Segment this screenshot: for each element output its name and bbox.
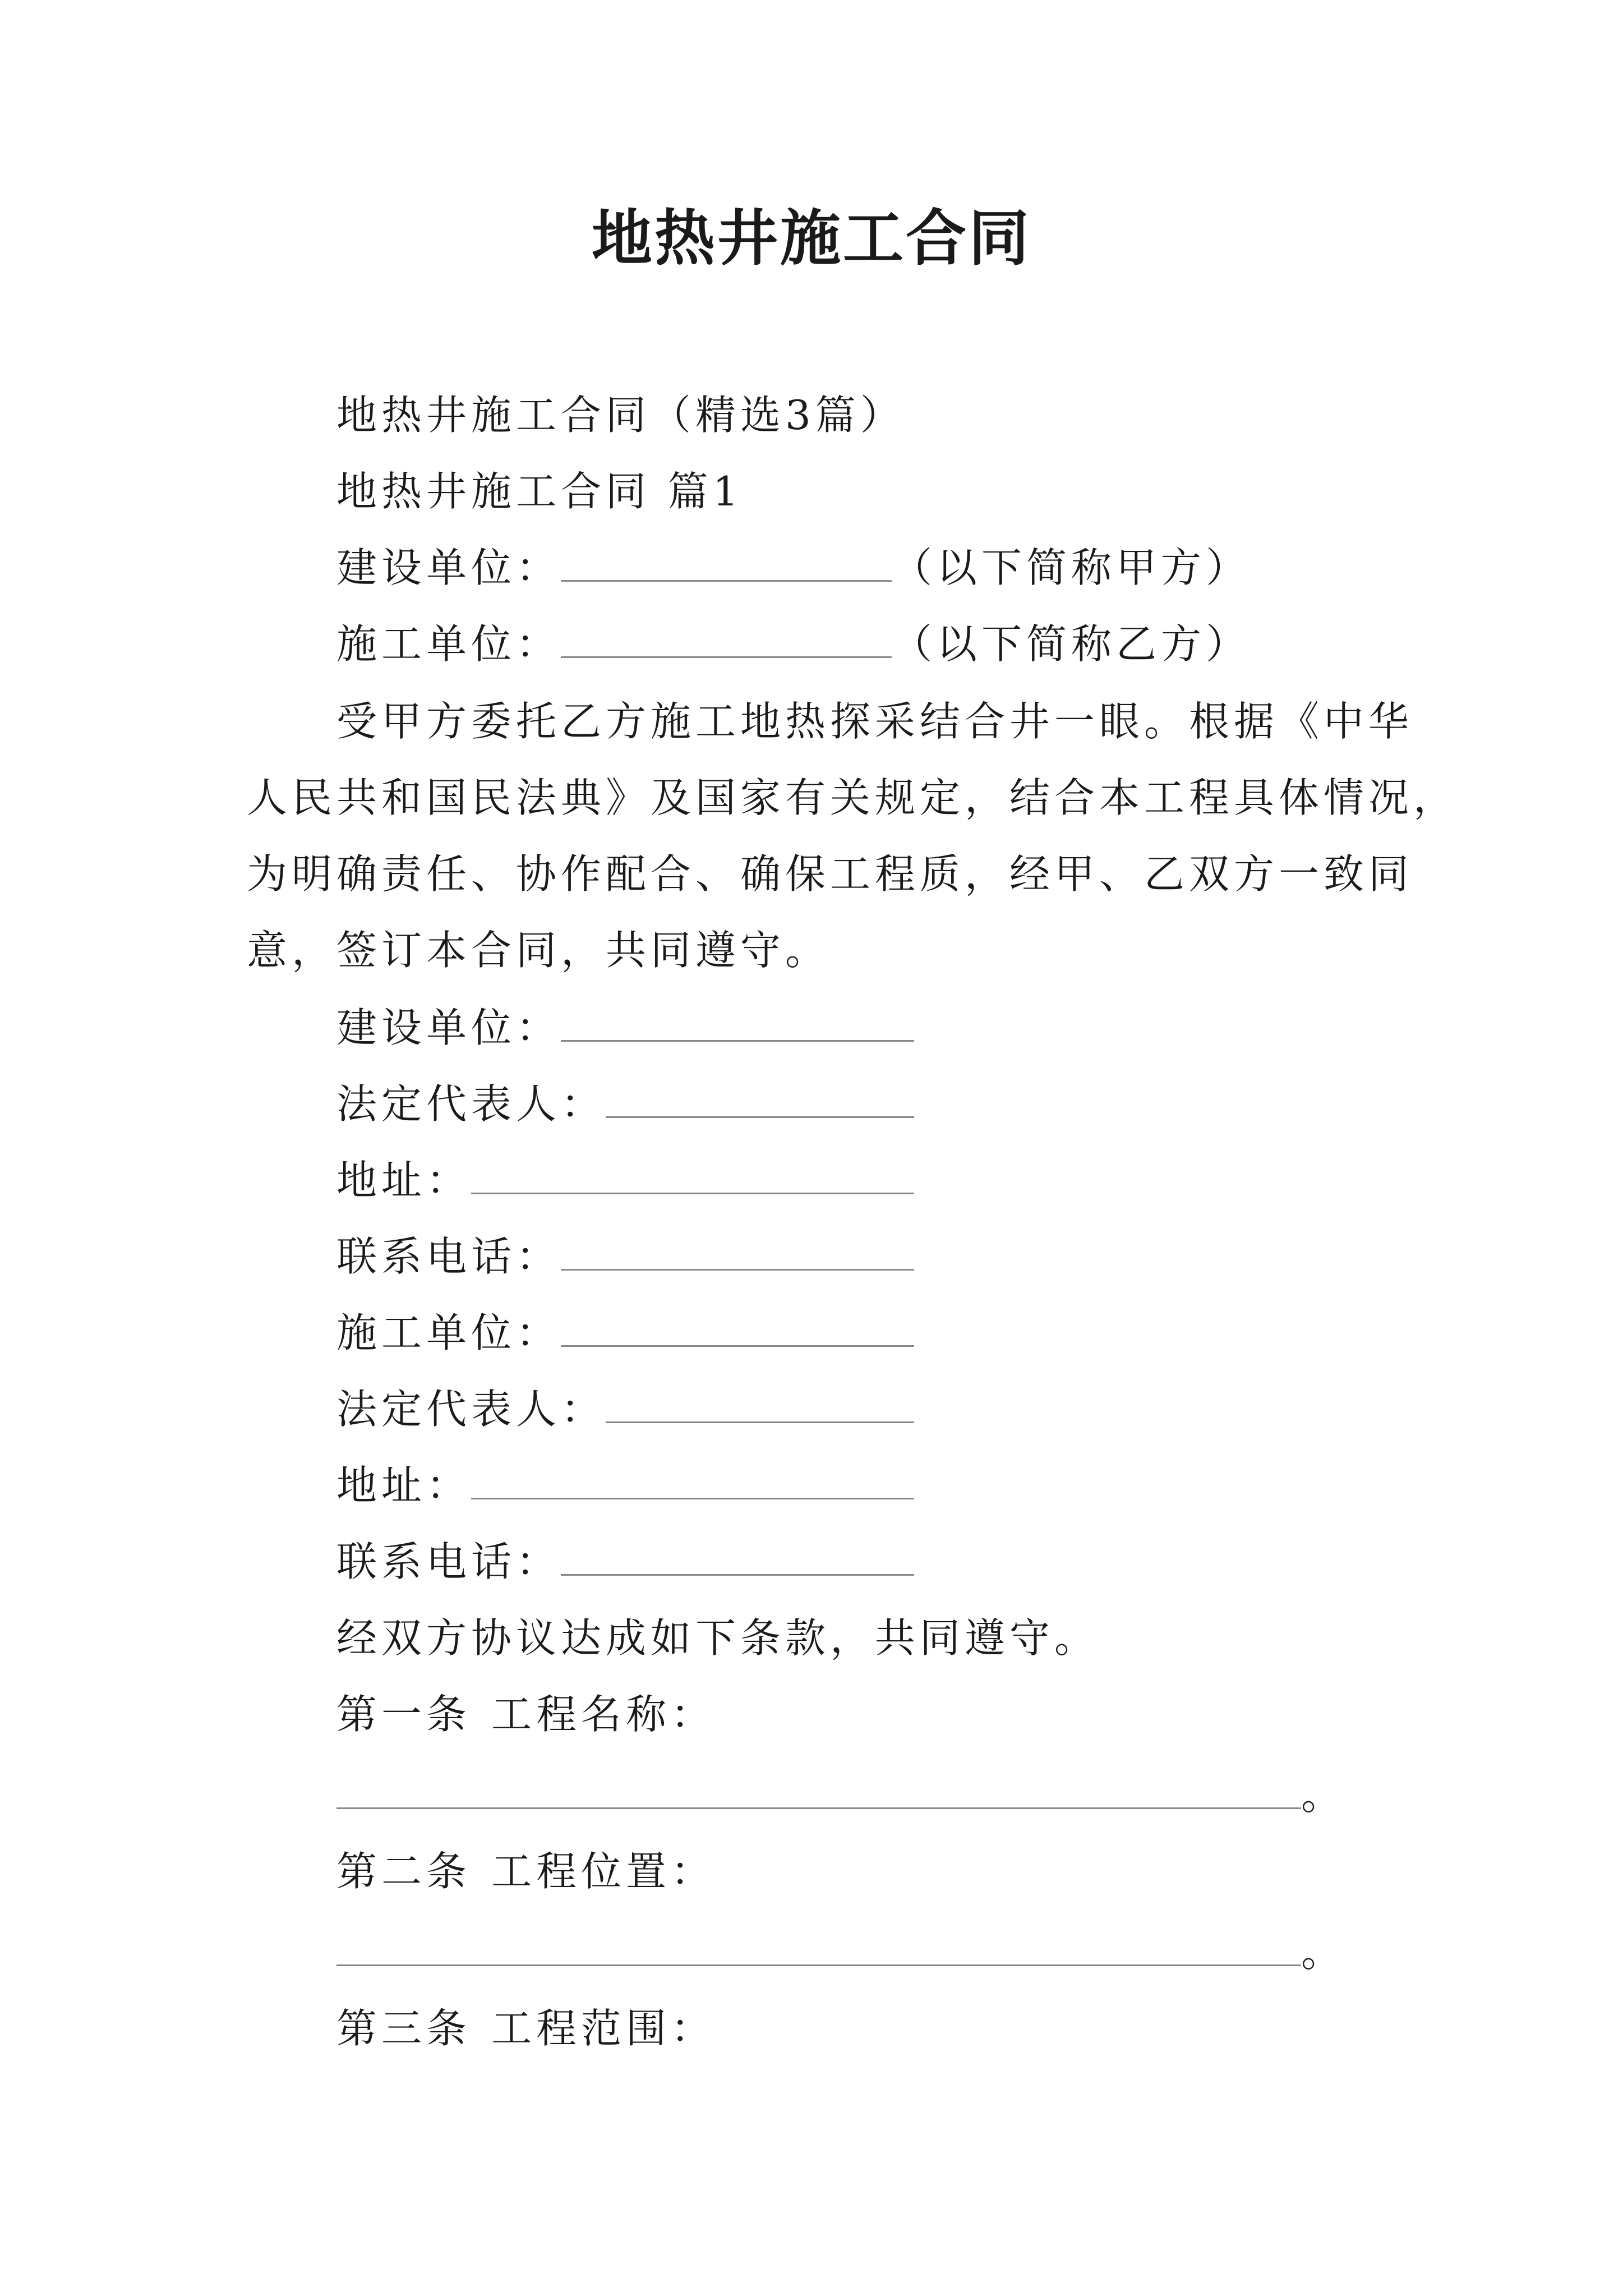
party-b-line <box>336 616 1251 672</box>
field-blank[interactable] <box>561 1539 914 1576</box>
field-blank[interactable] <box>561 1005 914 1042</box>
field-blank[interactable] <box>561 1234 914 1271</box>
field-line <box>336 1228 914 1285</box>
period: 。 <box>1301 1929 1347 1976</box>
agreement-line: 经双方协议达成如下条款，共同遵守。 <box>336 1614 1100 1662</box>
field-blank[interactable] <box>606 1082 914 1118</box>
field-label: 地址： <box>336 1462 472 1509</box>
field-label: 施工单位： <box>336 1309 561 1356</box>
field-line <box>336 1305 914 1361</box>
field-line <box>336 1000 914 1056</box>
article-2-blank-line <box>336 1924 1346 1980</box>
party-b-suffix: （以下简称乙方） <box>892 620 1251 668</box>
field-label: 地址： <box>336 1157 472 1204</box>
field-blank[interactable] <box>471 1158 914 1194</box>
article-1-blank[interactable] <box>336 1773 1301 1809</box>
field-label: 建设单位： <box>336 1004 561 1051</box>
field-label: 法定代表人： <box>336 1386 606 1433</box>
field-line <box>336 1152 914 1208</box>
field-line <box>336 1457 914 1513</box>
field-blank[interactable] <box>561 1310 914 1347</box>
field-blank[interactable] <box>606 1387 914 1423</box>
party-b-label: 施工单位： <box>336 620 561 668</box>
article-3-heading <box>336 2000 716 2056</box>
party-a-label: 建设单位： <box>336 544 561 591</box>
subtitle: 地热井施工合同（精选3篇） <box>336 392 905 439</box>
intro-line-1: 受甲方委托乙方施工地热探采结合井一眼。根据《中华 <box>336 698 1414 745</box>
article-number: 第一条 <box>336 1691 472 1738</box>
article-number: 第二条 <box>336 1848 472 1895</box>
article-2-blank[interactable] <box>336 1930 1301 1966</box>
party-a-line <box>336 540 1251 596</box>
field-label: 法定代表人： <box>336 1080 606 1128</box>
article-label: 工程位置： <box>491 1848 716 1895</box>
intro-line-3: 为明确责任、协作配合、确保工程质，经甲、乙双方一致同 <box>247 850 1414 898</box>
party-a-blank[interactable] <box>561 545 892 582</box>
period: 。 <box>1301 1772 1347 1819</box>
article-label: 工程名称： <box>491 1691 716 1738</box>
article-number: 第三条 <box>336 2005 472 2052</box>
article-2-heading <box>336 1843 716 1899</box>
article-label: 工程范围： <box>491 2005 716 2052</box>
field-line <box>336 1381 914 1437</box>
field-label: 联系电话： <box>336 1538 561 1585</box>
field-label: 联系电话： <box>336 1233 561 1280</box>
field-line <box>336 1076 914 1132</box>
article-1-heading <box>336 1686 716 1742</box>
document-title: 地热井施工合同 <box>591 203 1031 274</box>
article-1-blank-line <box>336 1767 1346 1823</box>
section-heading: 地热井施工合同 篇1 <box>336 468 743 515</box>
field-line <box>336 1534 914 1590</box>
party-a-suffix: （以下简称甲方） <box>892 544 1251 591</box>
field-blank[interactable] <box>471 1463 914 1499</box>
intro-line-2: 人民共和国民法典》及国家有关规定，结合本工程具体情况， <box>247 774 1459 821</box>
party-b-blank[interactable] <box>561 622 892 658</box>
intro-line-4: 意，签订本合同，共同遵守。 <box>247 927 831 974</box>
